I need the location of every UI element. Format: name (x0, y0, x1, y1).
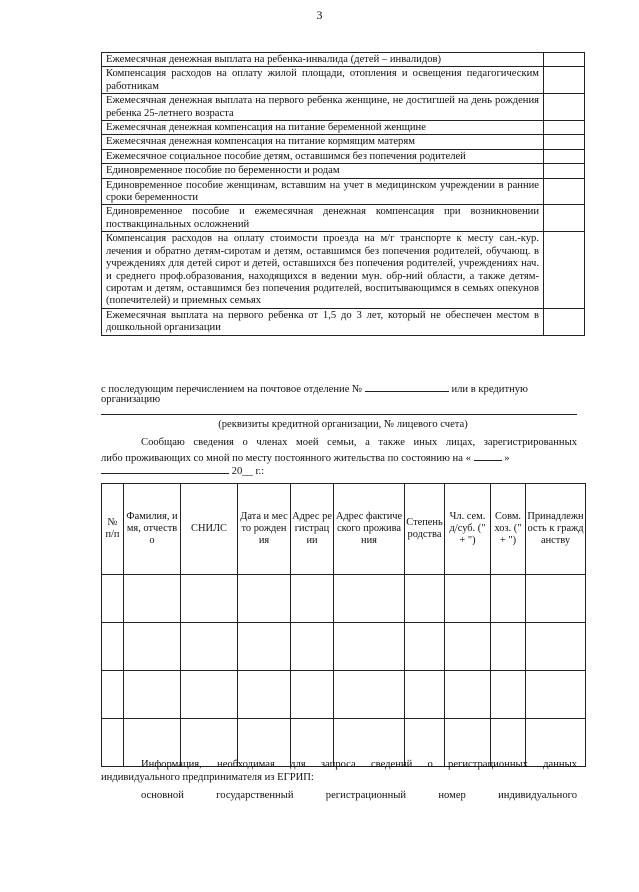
family-intro-line-1: Сообщаю сведения о членах моей семьи, а также иных лицах, зарегистрированных (141, 437, 577, 448)
benefit-row (102, 308, 585, 335)
family-cell[interactable] (181, 575, 238, 623)
family-cell[interactable] (291, 671, 334, 719)
benefit-label: Единовременное пособие по беременности и родам (102, 164, 544, 178)
family-cell[interactable] (238, 671, 291, 719)
family-cell[interactable] (238, 575, 291, 623)
family-cell[interactable] (445, 575, 491, 623)
benefit-row (102, 53, 585, 67)
benefit-checkbox-cell[interactable] (544, 135, 585, 149)
benefit-row (102, 164, 585, 178)
family-intro-line-3 (101, 463, 401, 478)
family-cell[interactable] (526, 671, 586, 719)
date-quote-open: « (465, 453, 471, 464)
family-cell[interactable] (491, 623, 526, 671)
benefit-row (102, 94, 585, 121)
family-member-row (102, 623, 586, 671)
benefit-row (102, 178, 585, 205)
date-day-field[interactable] (474, 450, 502, 461)
benefit-label: Компенсация расходов на оплату стоимости проезда на м/г транспорте к месту сан.-кур. лечения и обратно детям-сиротам и детям, оставшимся без попечения родителей, обучающ. в учреждениях для детей сирот и детей, оставшихся без попечения родителей, учреждениях нач. и среднего проф.образования, находящихся в ведении мун. обр-ний области, а также детям-сиротам и детям, оставшимся без попечения родителей, воспитывающимся в семьях опекунов (попечителей) и приемных семьях (102, 232, 544, 308)
family-cell[interactable] (102, 719, 124, 767)
benefit-label: Компенсация расходов на оплату жилой площади, отопления и освещения педагогическим работникам (102, 67, 544, 94)
family-cell[interactable] (124, 623, 181, 671)
family-cell[interactable] (124, 671, 181, 719)
family-cell[interactable] (102, 671, 124, 719)
benefit-label: Ежемесячная выплата на первого ребенка от 1,5 до 3 лет, который не обеспечен местом в дошкольной организации (102, 308, 544, 335)
benefit-row (102, 121, 585, 135)
benefit-label: Ежемесячное социальное пособие детям, оставшимся без попечения родителей (102, 149, 544, 163)
family-column-header: СНИЛС (181, 484, 238, 575)
benefit-checkbox-cell[interactable] (544, 121, 585, 135)
benefit-checkbox-cell[interactable] (544, 67, 585, 94)
payment-middle: или в кредитную (451, 384, 528, 395)
credit-org-field[interactable] (101, 414, 577, 415)
family-cell[interactable] (181, 623, 238, 671)
benefit-checkbox-cell[interactable] (544, 308, 585, 335)
benefit-label: Ежемесячная денежная выплата на первого ребенка женщине, не достигшей на день рождения ребенка 25-летнего возраста (102, 94, 544, 121)
family-cell[interactable] (291, 623, 334, 671)
payment-line-2: организацию (101, 394, 161, 405)
family-intro-text: либо проживающих со мной по месту постоянного жительства по состоянию на (101, 453, 463, 464)
family-column-header: Дата и место рождения (238, 484, 291, 575)
family-cell[interactable] (405, 623, 445, 671)
family-table-header (102, 484, 586, 575)
benefit-label: Единовременное пособие женщинам, вставшим на учет в медицинском учреждении в ранние сроки беременности (102, 178, 544, 205)
family-members-table (101, 483, 586, 767)
date-month-field[interactable] (101, 463, 229, 474)
benefit-label: Ежемесячная денежная компенсация на питание кормящим матерям (102, 135, 544, 149)
family-cell[interactable] (124, 575, 181, 623)
family-column-header: Совм. хоз. (" + ") (491, 484, 526, 575)
family-cell[interactable] (445, 623, 491, 671)
family-column-header: № п/п (102, 484, 124, 575)
egrip-line-2: индивидуального предпринимателя из ЕГРИП: (101, 772, 314, 783)
benefit-label: Ежемесячная денежная компенсация на питание беременной женщине (102, 121, 544, 135)
family-cell[interactable] (102, 575, 124, 623)
benefits-table (101, 52, 585, 336)
family-cell[interactable] (181, 671, 238, 719)
family-column-header: Фамилия, имя, отчество (124, 484, 181, 575)
benefit-row (102, 205, 585, 232)
payment-prefix: с последующим перечислением на почтовое отделение № (101, 384, 363, 395)
benefit-row (102, 149, 585, 163)
benefit-checkbox-cell[interactable] (544, 205, 585, 232)
family-cell[interactable] (491, 575, 526, 623)
family-column-header: Чл. сем. д/суб. (" + ") (445, 484, 491, 575)
family-column-header: Адрес фактического проживания (334, 484, 405, 575)
benefit-label: Ежемесячная денежная выплата на ребенка-инвалида (детей – инвалидов) (102, 53, 544, 67)
page-number: 3 (316, 8, 323, 22)
benefit-checkbox-cell[interactable] (544, 178, 585, 205)
family-cell[interactable] (334, 623, 405, 671)
family-member-row (102, 671, 586, 719)
date-quote-close: » (504, 453, 510, 464)
benefit-label: Единовременное пособие и ежемесячная денежная компенсация при возникновении поствакцинальных осложнений (102, 205, 544, 232)
egrip-line-3: основной государственный регистрационный номер индивидуального (141, 790, 577, 801)
family-column-header: Степень родства (405, 484, 445, 575)
benefit-row (102, 67, 585, 94)
date-year: 20__ г.: (231, 466, 265, 477)
family-cell[interactable] (445, 671, 491, 719)
family-cell[interactable] (526, 575, 586, 623)
benefit-checkbox-cell[interactable] (544, 149, 585, 163)
family-cell[interactable] (405, 575, 445, 623)
family-column-header: Адрес регистрации (291, 484, 334, 575)
family-cell[interactable] (491, 671, 526, 719)
benefit-row (102, 232, 585, 308)
credit-org-caption: (реквизиты кредитной организации, № лицевого счета) (218, 419, 468, 430)
benefit-checkbox-cell[interactable] (544, 164, 585, 178)
family-cell[interactable] (102, 623, 124, 671)
family-cell[interactable] (405, 671, 445, 719)
family-cell[interactable] (334, 575, 405, 623)
family-cell[interactable] (526, 623, 586, 671)
post-office-number-field[interactable] (365, 381, 449, 392)
egrip-line-1: Информация, необходимая для запроса сведений о регистрационных данных (141, 759, 577, 770)
family-cell[interactable] (291, 575, 334, 623)
family-cell[interactable] (334, 671, 405, 719)
benefit-checkbox-cell[interactable] (544, 94, 585, 121)
family-member-row (102, 575, 586, 623)
family-column-header: Принадлежность к гражданству (526, 484, 586, 575)
family-cell[interactable] (238, 623, 291, 671)
benefit-row (102, 135, 585, 149)
benefit-checkbox-cell[interactable] (544, 232, 585, 308)
benefit-checkbox-cell[interactable] (544, 53, 585, 67)
